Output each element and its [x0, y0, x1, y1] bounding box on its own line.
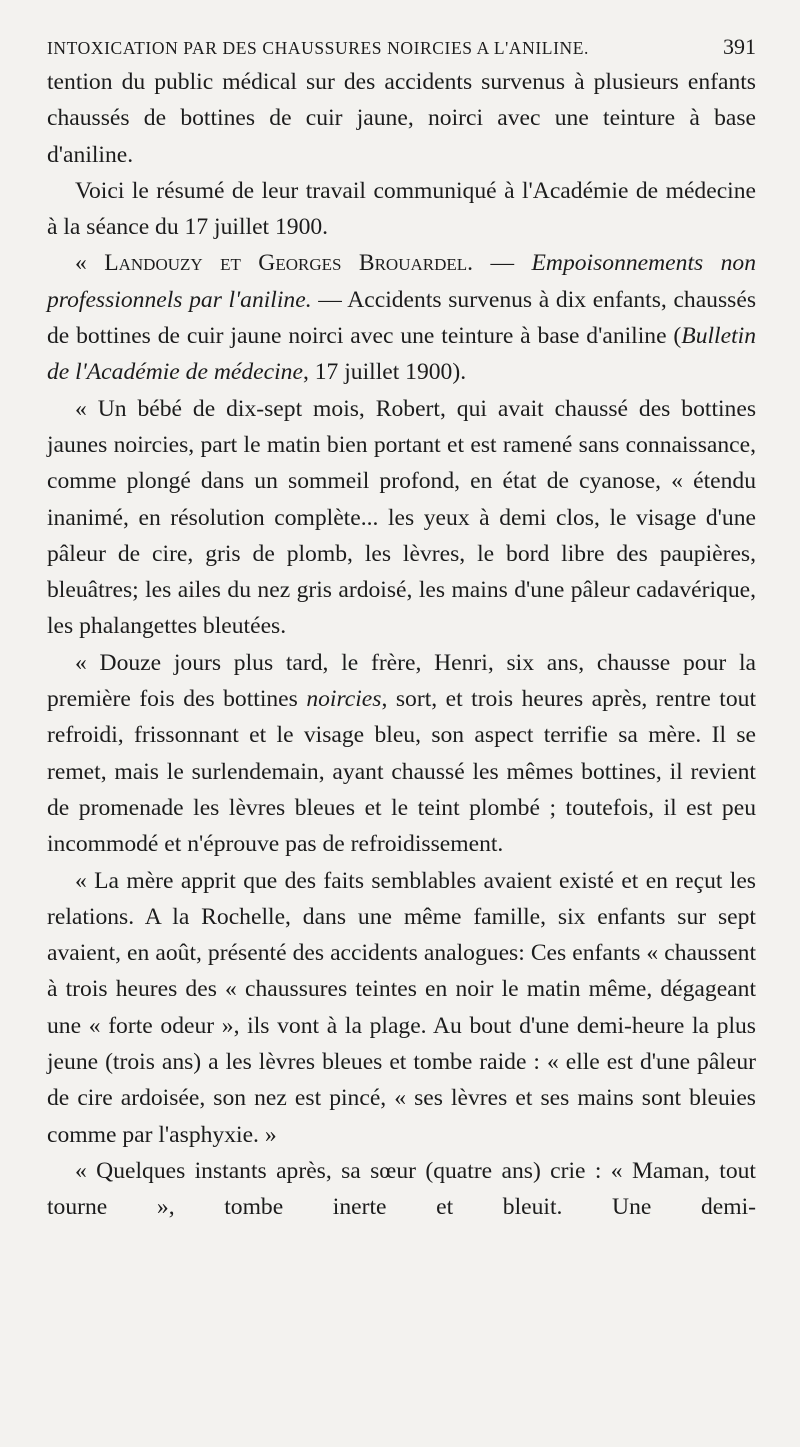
citation-title: Empoisonnements non professionnels par l'aniline. [47, 250, 756, 313]
henri-text-b: , sort, et trois heures après, rentre tout refroidi, frissonnant et le visage bleu, son aspect terrifie sa mère. Il se remet, mais le surlendemain, ayant chaussé les mêmes bottines, il revient de promenade les lèvres bleues et le teint plombé ; toutefois, il est peu incommodé et n'éprouve pas de refroidissement. [47, 686, 756, 858]
citation-authors: Landouzy et Georges Brouardel. [104, 250, 474, 277]
paragraph-sister: « Quelques instants après, sa sœur (quatre ans) crie : « Maman, tout tourne », tombe inerte et bleuit. Une demi- [47, 1157, 756, 1221]
running-title: INTOXICATION PAR DES CHAUSSURES NOIRCIES A L'ANILINE. [47, 38, 590, 58]
paragraph-robert: « Un bébé de dix-sept mois, Robert, qui avait chaussé des bottines jaunes noircies, part le matin bien portant et est ramené sans connaissance, comme plongé dans un sommeil profond, en état de cyanose, « étendu inanimé, en résolution complète... les yeux à demi clos, le visage d'une pâleur de cire, gris de plomb, les lèvres, le bord libre des paupières, bleuâtres; les ailes du nez gris ardoisé, les mains d'une pâleur cadavérique, les phalangettes bleutées. [47, 395, 756, 640]
open-quote: « [75, 250, 105, 277]
paragraph-continuation: tention du public médical sur des accidents survenus à plusieurs enfants chaussés de bottines de cuir jaune, noirci avec une teinture à base d'aniline. [47, 69, 756, 168]
citation-dash: — [473, 250, 532, 277]
paragraph-citation [47, 245, 756, 390]
citation-date: , 17 juillet 1900). [302, 359, 467, 386]
paragraph-henri [47, 645, 756, 863]
paragraph-la-rochelle: « La mère apprit que des faits semblables avaient existé et en reçut les relations. A la Rochelle, dans une même famille, six enfants sur sept avaient, en août, présenté des accidents analogues: Ces enfants « chaussent à trois heures des « chaussures teintes en noir le matin même, dégageant une « forte odeur », ils vont à la plage. Au bout d'une demi-heure la plus jeune (trois ans) a les lèvres bleues et tombe raide : « elle est d'une pâleur de cire ardoisée, son nez est pincé, « ses lèvres et ses mains sont bleuies comme par l'asphyxie. » [47, 867, 756, 1148]
henri-text-a: « Douze jours plus tard, le frère, Henri, six ans, chausse pour la première fois des bottines [47, 649, 756, 713]
page-number: 391 [723, 34, 756, 59]
citation-text: — Accidents survenus à dix enfants, chaussés de bottines de cuir jaune noirci avec une teinture à base d'aniline ( [47, 286, 756, 350]
body-text [47, 64, 756, 1226]
paragraph-summary-intro: Voici le résumé de leur travail communiqué à l'Académie de médecine à la séance du 17 juillet 1900. [47, 177, 756, 241]
henri-italic: noircies [306, 686, 382, 713]
citation-journal: Bulletin de l'Académie de médecine [47, 323, 756, 386]
running-head [47, 34, 756, 60]
